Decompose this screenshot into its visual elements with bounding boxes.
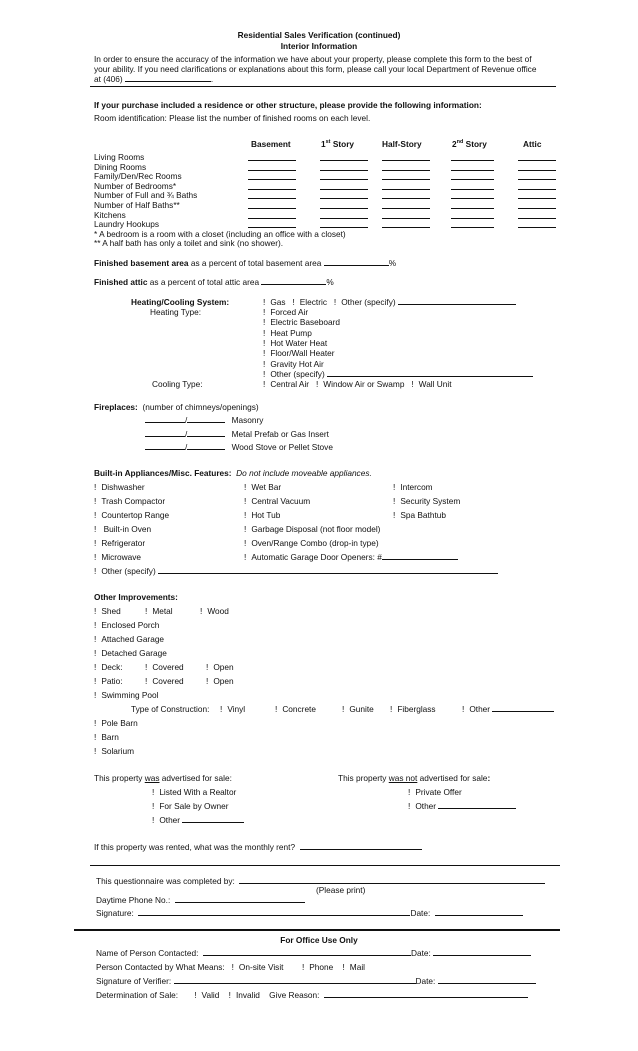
appliance-option <box>244 482 281 492</box>
room-count-blank[interactable] <box>248 198 296 199</box>
patio-checkbox[interactable]: ! <box>94 676 97 686</box>
appliance-option <box>244 510 280 520</box>
appliance-option <box>94 496 165 506</box>
appliance-label: Microwave <box>101 552 141 562</box>
person-contacted-blank[interactable] <box>203 948 411 956</box>
heating-other-blank[interactable] <box>327 369 533 377</box>
appliance-checkbox[interactable]: ! <box>94 482 97 492</box>
appliance-checkbox[interactable]: ! <box>244 552 247 562</box>
window-air-checkbox[interactable]: ! <box>315 379 319 389</box>
appliance-checkbox[interactable]: ! <box>94 552 97 562</box>
signature-blank[interactable] <box>138 908 410 916</box>
private-offer-checkbox[interactable]: ! <box>408 787 411 797</box>
improvements-heading: Other Improvements: <box>94 592 178 602</box>
gunite-checkbox[interactable]: ! <box>342 704 345 714</box>
room-count-blank[interactable] <box>248 218 296 219</box>
patio-open: ! Open <box>206 676 234 686</box>
room-count-blank[interactable] <box>248 208 296 209</box>
appliance-label: Other (specify) <box>101 566 156 576</box>
verifier-blank[interactable] <box>174 976 416 984</box>
col-first-story: 1st Story <box>321 139 355 149</box>
heating-type-checkbox[interactable]: ! <box>263 368 266 379</box>
appliance-label: Oven/Range Combo (drop-in type) <box>251 538 379 548</box>
room-count-blank[interactable] <box>320 189 368 190</box>
cooling-type-label: Cooling Type: <box>152 379 203 389</box>
appliance-checkbox[interactable]: ! <box>244 524 247 534</box>
divider <box>90 865 560 866</box>
fireplace-slash: / <box>185 442 188 452</box>
deck-checkbox[interactable]: ! <box>94 662 97 672</box>
fireplaces-heading: Fireplaces: (number of chimneys/openings) <box>94 402 259 412</box>
please-print-note: (Please print) <box>316 885 366 895</box>
room-row-label: Number of Half Baths** <box>94 200 180 210</box>
patio-row: ! Patio: <box>94 676 123 686</box>
fireplace-slash: / <box>185 415 188 425</box>
fireplace-type-label: Masonry <box>231 415 264 425</box>
other-fuel-blank[interactable] <box>398 297 516 305</box>
room-count-blank[interactable] <box>248 160 296 161</box>
daytime-phone-blank[interactable] <box>175 895 305 903</box>
appliance-option <box>94 482 145 492</box>
pool-checkbox[interactable]: ! <box>94 690 97 700</box>
appliance-label: Central Vacuum <box>251 496 311 506</box>
appliance-checkbox[interactable]: ! <box>244 482 247 492</box>
signature-row: Signature: Date: <box>96 908 523 918</box>
col-second-story: 2nd Story <box>452 139 487 149</box>
shed-wood: ! Wood <box>200 606 229 616</box>
heating-type-checkbox[interactable]: ! <box>263 358 266 369</box>
rent-question: If this property was rented, what was the monthly rent? <box>94 842 422 852</box>
deck-row: ! Deck: <box>94 662 123 672</box>
appliance-label: Refrigerator <box>101 538 146 548</box>
appliance-checkbox[interactable]: ! <box>393 510 396 520</box>
heating-type-checkbox[interactable]: ! <box>263 327 266 338</box>
vinyl-checkbox[interactable]: ! <box>220 704 223 714</box>
chimney-count-blank[interactable] <box>145 428 188 439</box>
finished-attic: Finished attic as a percent of total attic area % <box>94 277 334 287</box>
private-offer-option: ! Private Offer <box>408 787 462 797</box>
heating-type-label: Other (specify) <box>270 368 325 379</box>
room-count-blank[interactable] <box>518 227 556 228</box>
room-count-blank[interactable] <box>320 179 368 180</box>
realtor-checkbox[interactable]: ! <box>152 787 155 797</box>
heating-type-label: Electric Baseboard <box>270 317 340 328</box>
pole-barn-row: ! Pole Barn <box>94 718 138 728</box>
heating-type-label: Forced Air <box>270 307 309 317</box>
patio-open-checkbox[interactable]: ! <box>206 676 209 686</box>
room-count-blank[interactable] <box>451 189 494 190</box>
shed-row: ! Shed <box>94 606 121 616</box>
opening-count-blank[interactable] <box>187 415 225 423</box>
heating-type-option <box>263 348 335 358</box>
fireplace-row <box>145 415 263 425</box>
appliance-label: Wet Bar <box>251 482 282 492</box>
pole-barn-checkbox[interactable]: ! <box>94 718 97 728</box>
daytime-phone-row: Daytime Phone No.: <box>96 895 305 905</box>
completed-by-blank[interactable] <box>239 876 545 884</box>
appliance-checkbox[interactable]: ! <box>393 482 396 492</box>
advertised-other-checkbox[interactable]: ! <box>152 815 155 825</box>
room-row-label: Laundry Hookups <box>94 219 160 230</box>
appliance-option <box>94 510 169 520</box>
shed-checkbox[interactable]: ! <box>94 606 97 616</box>
room-count-blank[interactable] <box>320 198 368 199</box>
appliance-checkbox[interactable]: ! <box>94 496 97 506</box>
fireplace-slash: / <box>185 428 188 439</box>
valid-checkbox[interactable]: ! <box>194 990 197 1000</box>
appliance-checkbox[interactable]: ! <box>94 566 97 576</box>
wall-unit-checkbox[interactable]: ! <box>411 379 414 389</box>
rent-blank[interactable] <box>300 842 422 850</box>
owner-option: ! For Sale by Owner <box>152 801 229 811</box>
room-count-blank[interactable] <box>320 208 368 209</box>
heating-type-option <box>263 307 308 317</box>
room-count-blank[interactable] <box>451 198 494 199</box>
room-row-label: Family/Den/Rec Rooms <box>94 171 182 182</box>
heating-type-label: Floor/Wall Heater <box>270 348 335 359</box>
appliance-option <box>393 482 433 492</box>
office-title: For Office Use Only <box>280 935 358 945</box>
attached-garage-row: ! Attached Garage <box>94 634 165 644</box>
form-subtitle: Interior Information <box>280 41 358 51</box>
room-count-blank[interactable] <box>320 160 368 161</box>
appliance-option <box>94 566 498 576</box>
appliance-option <box>94 552 141 562</box>
room-count-blank[interactable] <box>518 218 556 219</box>
room-count-blank[interactable] <box>382 189 430 190</box>
heating-type-option <box>263 359 324 369</box>
heating-type-option <box>263 328 312 338</box>
room-count-blank[interactable] <box>382 227 430 228</box>
room-count-blank[interactable] <box>451 160 494 161</box>
deck-open-checkbox[interactable]: ! <box>206 662 209 672</box>
appliance-option <box>393 510 446 520</box>
mail-checkbox[interactable]: ! <box>342 962 345 972</box>
person-contacted-row: Name of Person Contacted: Date: <box>96 948 531 958</box>
intro-line-3: at (406) . <box>94 74 214 84</box>
appliance-checkbox[interactable]: ! <box>94 538 97 548</box>
room-count-blank[interactable] <box>518 189 556 190</box>
attached-garage-checkbox[interactable]: ! <box>94 634 97 644</box>
room-count-blank[interactable] <box>451 218 494 219</box>
room-count-blank[interactable] <box>382 170 430 171</box>
invalid-checkbox[interactable]: ! <box>228 990 231 1000</box>
room-count-blank[interactable] <box>382 198 430 199</box>
chimney-count-blank[interactable] <box>145 442 188 452</box>
opening-count-blank[interactable] <box>187 442 225 450</box>
col-basement: Basement <box>251 139 291 149</box>
room-count-blank[interactable] <box>382 208 430 209</box>
patio-covered-checkbox[interactable]: ! <box>145 676 148 686</box>
fireplace-row <box>145 429 329 439</box>
deck-covered: ! Covered <box>145 662 184 672</box>
room-count-blank[interactable] <box>451 170 494 171</box>
basement-percent-blank[interactable] <box>324 258 389 266</box>
detached-garage-row: ! Detached Garage <box>94 648 167 658</box>
concrete-checkbox[interactable]: ! <box>275 704 278 714</box>
heating-type-option <box>263 338 327 348</box>
appliance-checkbox[interactable]: ! <box>94 524 97 534</box>
room-count-blank[interactable] <box>248 189 296 190</box>
room-count-blank[interactable] <box>248 179 296 180</box>
central-air-checkbox[interactable]: ! <box>263 379 266 389</box>
appliance-checkbox[interactable]: ! <box>244 538 247 548</box>
appliance-checkbox[interactable]: ! <box>94 510 97 520</box>
contact-means-row: Person Contacted by What Means: ! On-site Visit ! Phone ! Mail <box>96 962 366 972</box>
divider <box>90 86 556 87</box>
appliance-checkbox[interactable]: ! <box>244 496 247 506</box>
fireplace-row <box>145 442 333 452</box>
patio-covered: ! Covered <box>145 676 184 686</box>
other-construction-checkbox[interactable]: ! <box>462 704 465 714</box>
appliance-label: Spa Bathtub <box>400 510 446 520</box>
appliance-label: Built-in Oven <box>101 524 152 534</box>
gas-checkbox[interactable]: ! <box>263 297 266 307</box>
completed-by-row: This questionnaire was completed by: <box>96 876 545 886</box>
appliances-heading: Built-in Appliances/Misc. Features: Do not include moveable appliances. <box>94 468 372 478</box>
room-row-label: Dining Rooms <box>94 161 147 172</box>
detached-garage-checkbox[interactable]: ! <box>94 648 97 658</box>
heating-type-checkbox[interactable]: ! <box>263 317 266 328</box>
not-advertised-other-checkbox[interactable]: ! <box>408 801 411 811</box>
heating-type-checkbox[interactable]: ! <box>263 337 266 348</box>
room-count-blank[interactable] <box>382 160 430 161</box>
appliance-checkbox[interactable]: ! <box>244 510 247 520</box>
barn-checkbox[interactable]: ! <box>94 732 97 742</box>
phone-checkbox[interactable]: ! <box>301 962 305 972</box>
intro-line-1: In order to ensure the accuracy of the information we have about your property, please complete this form to the best of <box>94 54 532 64</box>
realtor-option: ! Listed With a Realtor <box>152 787 237 797</box>
appliance-option <box>94 524 151 534</box>
col-half-story: Half-Story <box>382 139 422 149</box>
owner-checkbox[interactable]: ! <box>152 801 155 811</box>
contacted-date-blank[interactable] <box>433 948 531 956</box>
col-attic: Attic <box>523 139 542 149</box>
solarium-checkbox[interactable]: ! <box>94 746 97 756</box>
appliance-label: Automatic Garage Door Openers: # <box>251 552 382 562</box>
form-title: Residential Sales Verification (continued) <box>237 30 401 40</box>
construction-label: Type of Construction: <box>131 704 210 714</box>
deck-open: ! Open <box>206 662 234 672</box>
heating-type-label: Heating Type: <box>150 307 202 317</box>
room-row-label: Number of Bedrooms* <box>94 180 177 191</box>
wood-checkbox[interactable]: ! <box>200 606 203 616</box>
cooling-options: ! Central Air ! Window Air or Swamp ! Wall Unit <box>263 379 452 389</box>
verifier-date-blank[interactable] <box>438 976 536 984</box>
heating-type-label: Hot Water Heat <box>270 337 328 348</box>
room-count-blank[interactable] <box>320 170 368 171</box>
room-count-blank[interactable] <box>518 198 556 199</box>
appliance-option <box>393 496 460 506</box>
determination-row: Determination of Sale: ! Valid ! Invalid Give Reason: <box>96 990 528 1000</box>
signature-date-blank[interactable] <box>435 908 523 916</box>
heating-fuel-options: ! Gas ! Electric ! Other (specify) <box>263 297 516 307</box>
barn-row: ! Barn <box>94 732 119 742</box>
reason-blank[interactable] <box>324 990 528 998</box>
other-fuel-checkbox[interactable]: ! <box>333 297 337 307</box>
electric-checkbox[interactable]: ! <box>292 297 295 307</box>
appliance-label: Garbage Disposal (not floor model) <box>251 524 381 534</box>
other-construction-option: ! Other <box>462 704 554 714</box>
fiberglass-checkbox[interactable]: ! <box>390 704 393 714</box>
halfbath-note: ** A half bath has only a toilet and sink (no shower). <box>94 238 284 248</box>
appliance-label: Countertop Range <box>101 510 170 520</box>
garage-opener-count-blank[interactable] <box>382 552 458 560</box>
attic-percent-blank[interactable] <box>261 277 326 285</box>
advertised-other-blank[interactable] <box>182 815 244 823</box>
advertised-heading: This property was advertised for sale: <box>94 773 232 783</box>
onsite-checkbox[interactable]: ! <box>231 962 234 972</box>
heating-type-option <box>263 369 533 379</box>
advertised-other-option: ! Other <box>152 815 244 825</box>
appliance-other-blank[interactable] <box>158 566 498 574</box>
opening-count-blank[interactable] <box>187 429 225 437</box>
heating-type-label: Gravity Hot Air <box>270 358 324 369</box>
appliance-option <box>244 496 310 506</box>
residence-heading: If your purchase included a residence or other structure, please provide the following information: <box>94 100 482 110</box>
gunite-option: ! Gunite <box>342 704 374 714</box>
enclosed-porch-row: ! Enclosed Porch <box>94 620 160 630</box>
heating-type-checkbox[interactable]: ! <box>263 307 266 317</box>
bedroom-note: * A bedroom is a room with a closet (including an office with a closet) <box>94 229 346 239</box>
concrete-option: ! Concrete <box>275 704 316 714</box>
room-count-blank[interactable] <box>248 170 296 171</box>
appliance-label: Hot Tub <box>251 510 281 520</box>
chimney-count-blank[interactable] <box>145 415 188 425</box>
divider <box>74 929 560 931</box>
appliance-option <box>244 538 379 548</box>
phone-blank[interactable] <box>125 74 211 82</box>
finished-basement: Finished basement area as a percent of total basement area % <box>94 258 397 268</box>
appliance-label: Intercom <box>400 482 433 492</box>
fireplace-type-label: Metal Prefab or Gas Insert <box>231 428 329 439</box>
vinyl-option: ! Vinyl <box>220 704 246 714</box>
heating-type-label: Heat Pump <box>270 327 312 338</box>
fireplace-type-label: Wood Stove or Pellet Stove <box>231 442 333 452</box>
not-advertised-other-blank[interactable] <box>438 801 516 809</box>
solarium-row: ! Solarium <box>94 746 135 756</box>
metal-checkbox[interactable]: ! <box>145 606 148 616</box>
room-count-blank[interactable] <box>451 179 494 180</box>
verifier-row: Signature of Verifier: Date: <box>96 976 536 986</box>
room-row-label: Living Rooms <box>94 152 145 162</box>
room-count-blank[interactable] <box>382 218 430 219</box>
room-count-blank[interactable] <box>518 208 556 209</box>
heating-type-checkbox[interactable]: ! <box>263 348 266 359</box>
appliance-checkbox[interactable]: ! <box>393 496 396 506</box>
room-id-text: Room identification: Please list the number of finished rooms on each level. <box>94 113 371 123</box>
room-count-blank[interactable] <box>518 170 556 171</box>
other-construction-blank[interactable] <box>492 704 554 712</box>
deck-covered-checkbox[interactable]: ! <box>145 662 148 672</box>
room-count-blank[interactable] <box>451 227 494 228</box>
appliance-option <box>244 524 380 534</box>
room-count-blank[interactable] <box>451 208 494 209</box>
appliance-label: Trash Compactor <box>101 496 166 506</box>
shed-metal: ! Metal <box>145 606 173 616</box>
room-row-label: Kitchens <box>94 209 126 220</box>
appliance-label: Dishwasher <box>101 482 145 492</box>
room-count-blank[interactable] <box>518 160 556 161</box>
room-count-blank[interactable] <box>518 179 556 180</box>
heating-label: Heating/Cooling System: <box>131 297 230 307</box>
room-row-label: Number of Full and ¾ Baths <box>94 190 198 201</box>
pool-row: ! Swimming Pool <box>94 690 159 700</box>
appliance-option <box>94 538 145 548</box>
not-advertised-other-option: ! Other <box>408 801 516 811</box>
heating-type-option <box>263 317 340 327</box>
enclosed-porch-checkbox[interactable]: ! <box>94 620 97 630</box>
appliance-label: Security System <box>400 496 461 506</box>
not-advertised-heading: This property was not advertised for sale: <box>338 773 491 783</box>
room-count-blank[interactable] <box>320 218 368 219</box>
appliance-option <box>244 552 458 562</box>
fiberglass-option: ! Fiberglass <box>390 704 436 714</box>
room-count-blank[interactable] <box>382 179 430 180</box>
intro-line-2: your ability. If you need clarifications or explanations about this form, please call your local Department of Revenue office <box>94 64 537 74</box>
